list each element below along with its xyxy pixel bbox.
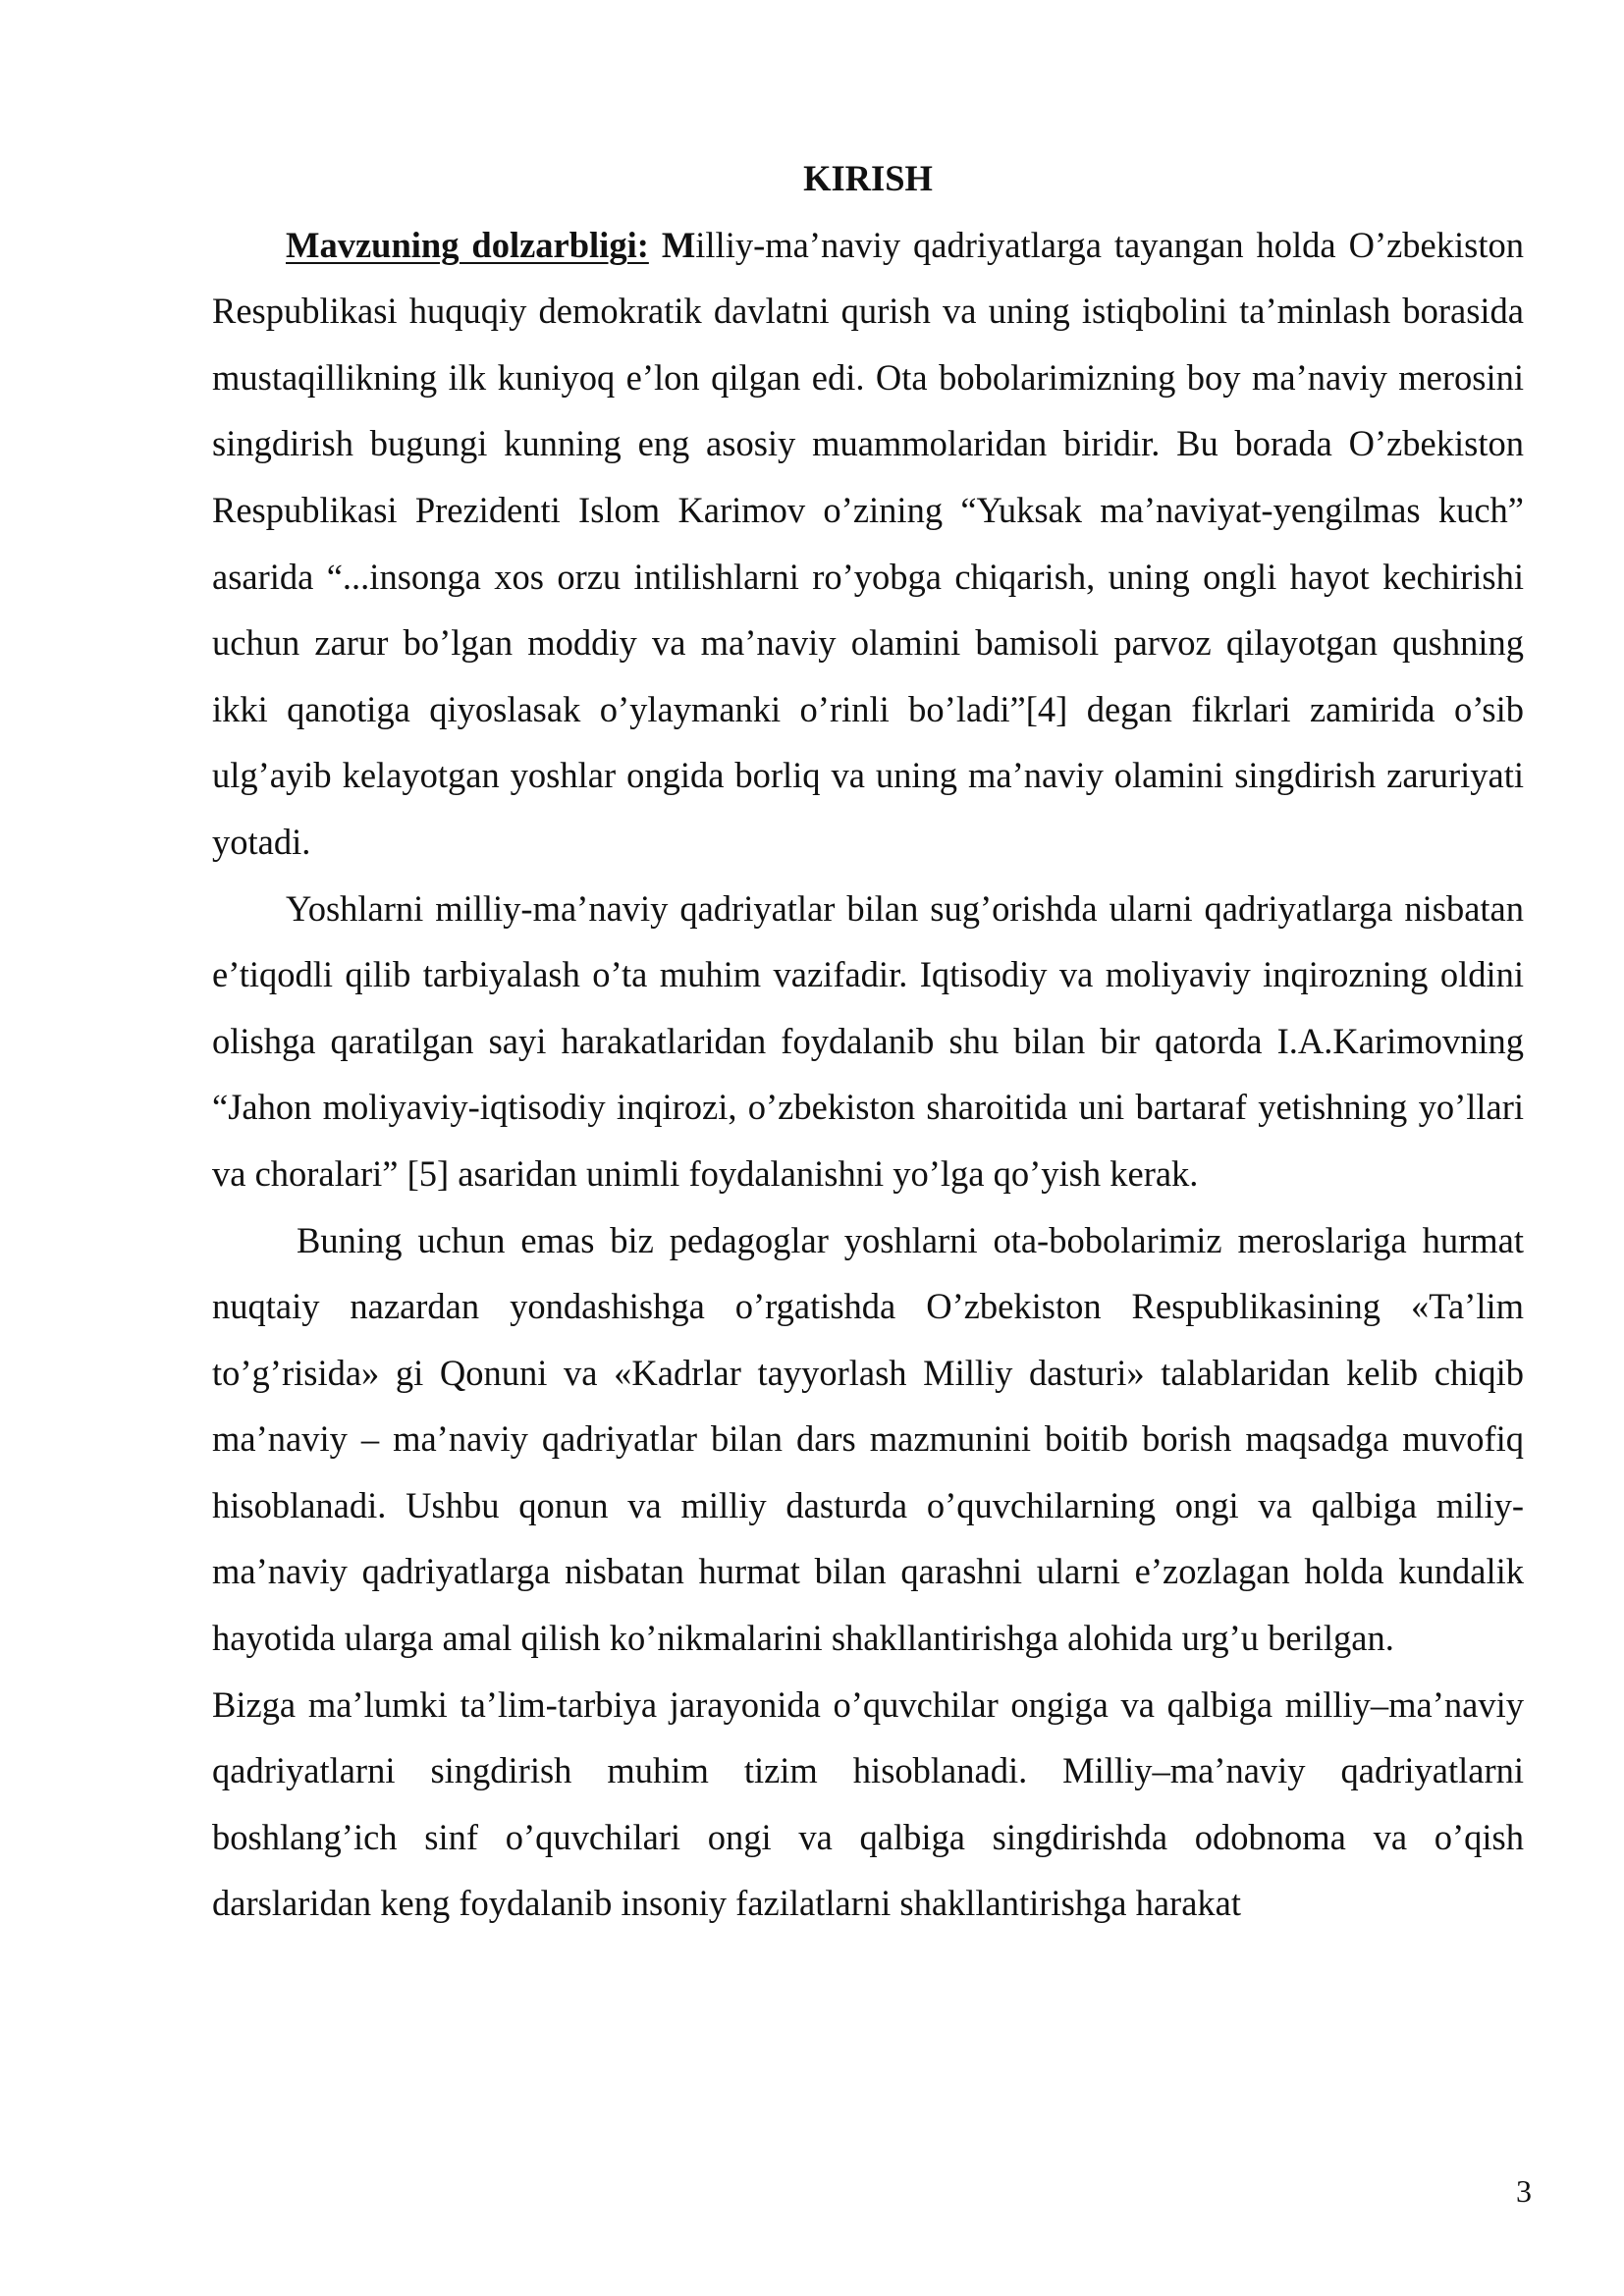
intro-text: illiy-ma’naviy qadriyatlarga tayangan holda O’zbekiston Respublikasi huquqiy demokratik davlatni qurish va uning istiqbolini ta’minlash borasida mustaqillikning ilk kuniyoq e’lon qilgan edi. Ota bobolarimizning boy ma’naviy merosini singdirish bugungi kunning eng asosiy muammolaridan biridir. Bu borada O’zbekiston Respublikasi Prezidenti Islom Karimov o’zining “Yuksak ma’naviyat-yengilmas kuch” asarida “...insonga xos orzu intilishlarni ro’yobga chiqarish, uning ongli hayot kechirishi uchun zarur bo’lgan moddiy va ma’naviy olamini bamisoli parvoz qilayotgan qushning ikki qanotiga qiyoslasak o’ylaymanki o’rinli bo’ladi”[4] degan fikrlari zamirida o’sib ulg’ayib kelayotgan yoshlar ongida borliq va uning ma’naviy olamini singdirish zaruriyati yotadi. [212,224,1524,862]
section-heading: KIRISH [803,158,933,198]
page-number: 3 [1516,2173,1532,2209]
text-column [212,145,1524,1937]
relevance-label: Mavzuning dolzarbligi: [286,224,649,265]
intro-paragraph [212,212,1524,876]
intro-initial: M [661,224,696,265]
paragraph-pedagogues: Buning uchun emas biz pedagoglar yoshlarni ota-bobolarimiz meroslariga hurmat nuqtaiy nazardan yondashishga o’rgatishda O’zbekiston Respublikasining «Ta’lim to’g’risida» gi Qonuni va «Kadrlar tayyorlash Milliy dasturi» talablaridan kelib chiqib ma’naviy – ma’naviy qadriyatlar bilan dars mazmunini boitib borish maqsadga muvofiq hisoblanadi. Ushbu qonun va milliy dasturda o’quvchilarning ongi va qalbiga miliy-ma’naviy qadriyatlarga nisbatan hurmat bilan qarashni ularni e’zozlagan holda kundalik hayotida ularga amal qilish ko’nikmalarini shakllantirishga alohida urg’u berilgan. [212,1219,1524,1659]
paragraph-education-process: Bizga ma’lumki ta’lim-tarbiya jarayonida o’quvchilar ongiga va qalbiga milliy–ma’naviy qadriyatlarni singdirish muhim tizim hisoblanadi. Milliy–ma’naviy qadriyatlarni boshlang’ich sinf o’quvchilari ongi va qalbiga singdirishda odobnoma va o’qish darslaridan keng foydalanib insoniy fazilatlarni shakllantirishga harakat [212,1683,1524,1924]
paragraph-youth-values: Yoshlarni milliy-ma’naviy qadriyatlar bilan sug’orishda ularni qadriyatlarga nisbatan e’tiqodli qilib tarbiyalash o’ta muhim vazifadir. Iqtisodiy va moliyaviy inqirozning oldini olishga qaratilgan sayi harakatlaridan foydalanib shu bilan bir qatorda I.A.Karimovning “Jahon moliyaviy-iqtisodiy inqirozi, o’zbekiston sharoitida uni bartaraf yetishning yo’llari va choralari” [5] asaridan unimli foydalanishni yo’lga qo’yish kerak. [212,887,1524,1194]
